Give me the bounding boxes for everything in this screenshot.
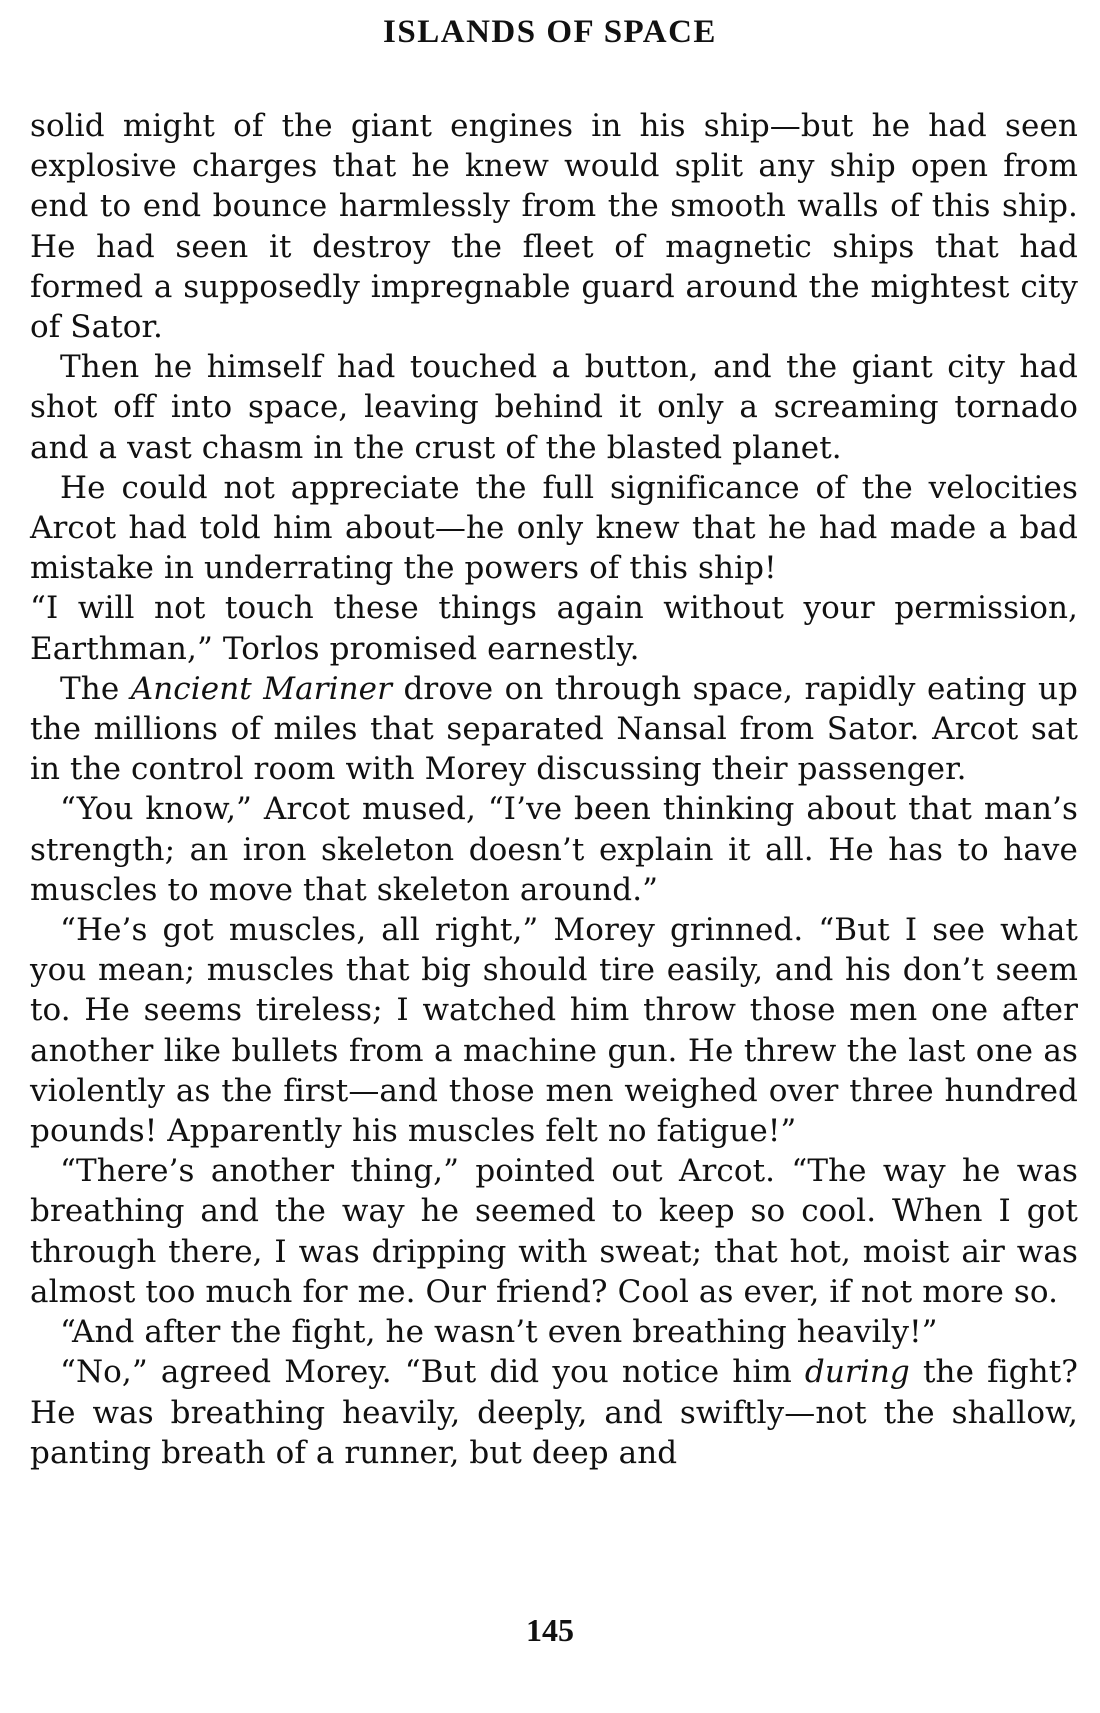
paragraph: “I will not touch these things again without your permission, Earthman,” Torlos promised earnestly. [30,590,1078,667]
paragraph-text: “No,” agreed Morey. “But did you notice him [60,1354,805,1391]
paragraph-text: drove on through space, rapidly eating up the millions of miles that separated Nansal from Sator. Arcot sat in the control room with Morey discussing their passenger. [30,670,1078,788]
paragraph [30,1352,1078,1473]
paragraph: He could not appreciate the full significance of the velocities Arcot had told him about—he only knew that he had made a bad mistake in underrating the powers of this ship! [30,469,1078,587]
paragraph-text: The [60,670,131,707]
running-head: ISLANDS OF SPACE [383,14,717,50]
paragraph: Then he himself had touched a button, and the giant city had shot off into space, leaving behind it only a screaming tornado and a vast chasm in the crust of the blasted planet. [30,349,1078,466]
page-body [30,106,1078,1473]
paragraph [30,669,1078,790]
paragraph: solid might of the giant engines in his ship—but he had seen explosive charges that he knew would split any ship open from end to end bounce harmlessly from the smooth walls of this ship. He had seen it destroy the fleet of magnetic ships that had formed a supposedly impregnable guard around the mightest city of Sator. [30,108,1078,346]
paragraph: “There’s another thing,” pointed out Arcot. “The way he was breathing and the way he seemed to keep so cool. When I got through there, I was dripping with sweat; that hot, moist air was almost too much for me. Our friend? Cool as ever, if not more so. [30,1153,1078,1310]
page-number: 145 [526,1612,574,1648]
paragraph-text: the fight? He was breathing heavily, deeply, and swiftly—not the shallow, panting breath of a runner, but deep and [30,1354,1078,1471]
paragraph: “He’s got muscles, all right,” Morey grinned. “But I see what you mean; muscles that big should tire easily, and his don’t seem to. He seems tireless; I watched him throw those men one after another like bullets from a machine gun. He threw the last one as violently as the first—and those men weighed over three hundred pounds! Apparently his muscles felt no fatigue!” [30,912,1078,1150]
emphasis-italic: during [804,1354,910,1391]
paragraph: “You know,” Arcot mused, “I’ve been thinking about that man’s strength; an iron skeleton doesn’t explain it all. He has to have muscles to move that skeleton around.” [30,791,1078,908]
ship-name-italic: Ancient Mariner [130,670,393,707]
paragraph: “And after the fight, he wasn’t even breathing heavily!” [60,1314,938,1351]
